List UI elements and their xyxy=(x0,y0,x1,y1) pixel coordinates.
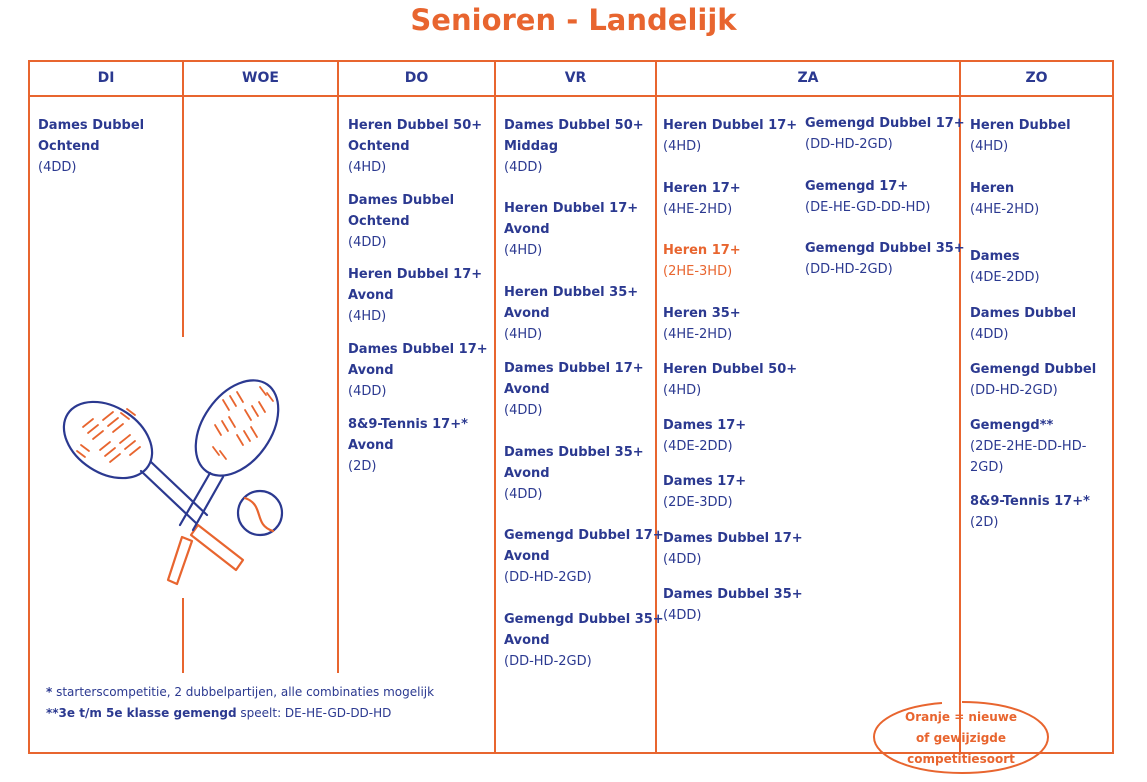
header-zo: ZO xyxy=(1025,70,1048,86)
entry-code: (4HD) xyxy=(663,139,702,154)
header-vr: VR xyxy=(564,70,587,86)
entry-code: (4DD) xyxy=(970,327,1009,342)
competition-entry xyxy=(504,609,664,672)
competition-entry xyxy=(663,178,741,220)
footnote-mark: * xyxy=(46,685,53,699)
entry-name: Dames 17+ xyxy=(663,474,747,489)
legend-badge xyxy=(872,707,1050,770)
entry-time: Avond xyxy=(504,382,550,397)
entry-time: Avond xyxy=(504,222,550,237)
entry-time: Avond xyxy=(504,549,550,564)
competition-entry xyxy=(348,115,482,178)
entry-code: (DD-HD-2GD) xyxy=(970,383,1058,398)
badge-line: competitiesoort xyxy=(907,752,1015,766)
column-divider xyxy=(494,60,496,754)
entry-name: Dames Dubbel 17+ xyxy=(348,342,488,357)
entry-name: Dames Dubbel 17+ xyxy=(504,361,644,376)
entry-name: Dames Dubbel 50+ xyxy=(504,118,644,133)
competition-entry xyxy=(970,178,1039,220)
competition-entry xyxy=(970,246,1040,288)
entry-name: Gemengd Dubbel 35+ xyxy=(504,612,664,627)
page-title: Senioren - Landelijk xyxy=(410,3,737,37)
entry-code: (4HD) xyxy=(348,160,387,175)
entry-name: Dames Dubbel 35+ xyxy=(663,587,803,602)
entry-name: Dames Dubbel xyxy=(970,306,1077,321)
competition-entry xyxy=(970,491,1090,533)
entry-name: Gemengd** xyxy=(970,418,1054,433)
header-divider xyxy=(28,95,1114,97)
entry-name: Heren Dubbel 35+ xyxy=(504,285,639,300)
footnote-starter xyxy=(46,684,434,700)
entry-name: Gemengd Dubbel 35+ xyxy=(805,241,965,256)
entry-time: Ochtend xyxy=(38,139,100,154)
entry-code: (4DE-2DD) xyxy=(970,270,1040,285)
entry-code: (4HE-2HD) xyxy=(663,327,733,342)
entry-time: Avond xyxy=(348,438,394,453)
footnote-text: starterscompetitie, 2 dubbelpartijen, alle combinaties mogelijk xyxy=(52,685,435,699)
entry-time: Avond xyxy=(504,633,550,648)
competition-entry xyxy=(504,198,638,261)
competition-entry xyxy=(348,414,468,477)
entry-time: Avond xyxy=(504,466,550,481)
competition-entry xyxy=(504,442,644,505)
footnote-text: speelt: DE-HE-GD-DD-HD xyxy=(236,706,392,720)
competition-entry xyxy=(970,415,1086,478)
entry-code: (2DE-2HE-DD-HD- xyxy=(970,439,1087,454)
badge-line: of gewijzigde xyxy=(915,731,1007,745)
header-di: DI xyxy=(97,70,115,86)
competition-entry xyxy=(504,525,664,588)
badge-line: Oranje = nieuwe xyxy=(905,710,1017,724)
entry-code: (2D) xyxy=(348,459,377,474)
entry-time: Avond xyxy=(348,288,394,303)
entry-code: (DD-HD-2GD) xyxy=(504,570,592,585)
competition-entry xyxy=(663,115,797,157)
entry-time: Middag xyxy=(504,139,559,154)
entry-time: Ochtend xyxy=(348,139,410,154)
competition-entry xyxy=(663,359,797,401)
header-do: DO xyxy=(404,70,429,86)
column-divider xyxy=(337,60,339,673)
column-divider xyxy=(182,598,184,673)
entry-name: Dames Dubbel 35+ xyxy=(504,445,644,460)
entry-code: (4DD) xyxy=(663,608,702,623)
entry-code: (4HD) xyxy=(348,309,387,324)
entry-name: Dames xyxy=(970,249,1020,264)
entry-code: (4HD) xyxy=(970,139,1009,154)
entry-code: (4DD) xyxy=(504,160,543,175)
entry-name: Heren Dubbel xyxy=(970,118,1071,133)
column-divider xyxy=(182,60,184,337)
entry-code: (4HD) xyxy=(504,243,543,258)
entry-code: (2D) xyxy=(970,515,999,530)
entry-code: (4HE-2HD) xyxy=(970,202,1040,217)
competition-entry-new xyxy=(663,240,741,282)
entry-name: Heren Dubbel 50+ xyxy=(663,362,798,377)
competition-entry xyxy=(663,528,803,570)
entry-name: Dames 17+ xyxy=(663,418,747,433)
competition-entry xyxy=(663,415,746,457)
competition-entry xyxy=(970,359,1096,401)
entry-time: Ochtend xyxy=(348,214,410,229)
entry-name: Gemengd Dubbel 17+ xyxy=(504,528,664,543)
footnote-gemengd xyxy=(46,705,391,721)
entry-name: Heren Dubbel 17+ xyxy=(348,267,483,282)
column-divider xyxy=(959,60,961,754)
entry-code: (4DD) xyxy=(348,384,387,399)
competition-entry xyxy=(805,113,965,155)
entry-code: (4DD) xyxy=(504,403,543,418)
competition-entry xyxy=(663,584,803,626)
competition-entry xyxy=(504,115,644,178)
entry-code: (4HD) xyxy=(663,383,702,398)
header-za: ZA xyxy=(797,70,819,86)
entry-name: 8&9-Tennis 17+* xyxy=(970,494,1090,509)
competition-entry xyxy=(663,303,741,345)
entry-code: (4HE-2HD) xyxy=(663,202,733,217)
entry-code: (4HD) xyxy=(504,327,543,342)
entry-name: Gemengd 17+ xyxy=(805,179,909,194)
competition-entry xyxy=(970,115,1071,157)
entry-code: (4DD) xyxy=(504,487,543,502)
entry-name: Heren 17+ xyxy=(663,181,741,196)
entry-time: Avond xyxy=(348,363,394,378)
entry-time: Avond xyxy=(504,306,550,321)
entry-name: Gemengd Dubbel xyxy=(970,362,1097,377)
entry-name: Gemengd Dubbel 17+ xyxy=(805,116,965,131)
entry-code: (4DD) xyxy=(38,160,77,175)
competition-entry xyxy=(970,303,1076,345)
header-woe: WOE xyxy=(242,70,279,86)
entry-code: (DE-HE-GD-DD-HD) xyxy=(805,200,931,215)
entry-code: (2HE-3HD) xyxy=(663,264,733,279)
competition-entry xyxy=(504,358,644,421)
entry-code: (DD-HD-2GD) xyxy=(504,654,592,669)
competition-entry xyxy=(38,115,144,178)
entry-code: (2DE-3DD) xyxy=(663,495,733,510)
entry-code: (4DE-2DD) xyxy=(663,439,733,454)
entry-code: (4DD) xyxy=(348,235,387,250)
competition-entry xyxy=(663,471,746,513)
competition-entry xyxy=(805,238,965,280)
entry-name: Heren 17+ xyxy=(663,243,741,258)
tennis-rackets-illustration xyxy=(55,365,305,595)
entry-code: (DD-HD-2GD) xyxy=(805,262,893,277)
competition-entry xyxy=(348,264,482,327)
entry-name: Dames Dubbel 17+ xyxy=(663,531,803,546)
entry-name: 8&9-Tennis 17+* xyxy=(348,417,468,432)
entry-name: Heren 35+ xyxy=(663,306,741,321)
entry-name: Heren Dubbel 50+ xyxy=(348,118,483,133)
entry-name: Dames Dubbel xyxy=(348,193,455,208)
competition-entry xyxy=(348,339,488,402)
entry-code-continued: 2GD) xyxy=(970,460,1004,475)
entry-name: Heren Dubbel 17+ xyxy=(504,201,639,216)
entry-code: (4DD) xyxy=(663,552,702,567)
entry-code: (DD-HD-2GD) xyxy=(805,137,893,152)
competition-entry xyxy=(504,282,638,345)
competition-entry xyxy=(348,190,454,253)
entry-name: Heren xyxy=(970,181,1015,196)
footnote-mark: **3e t/m 5e klasse gemengd xyxy=(46,706,237,720)
entry-name: Heren Dubbel 17+ xyxy=(663,118,798,133)
competition-entry xyxy=(805,176,931,218)
entry-name: Dames Dubbel xyxy=(38,118,145,133)
